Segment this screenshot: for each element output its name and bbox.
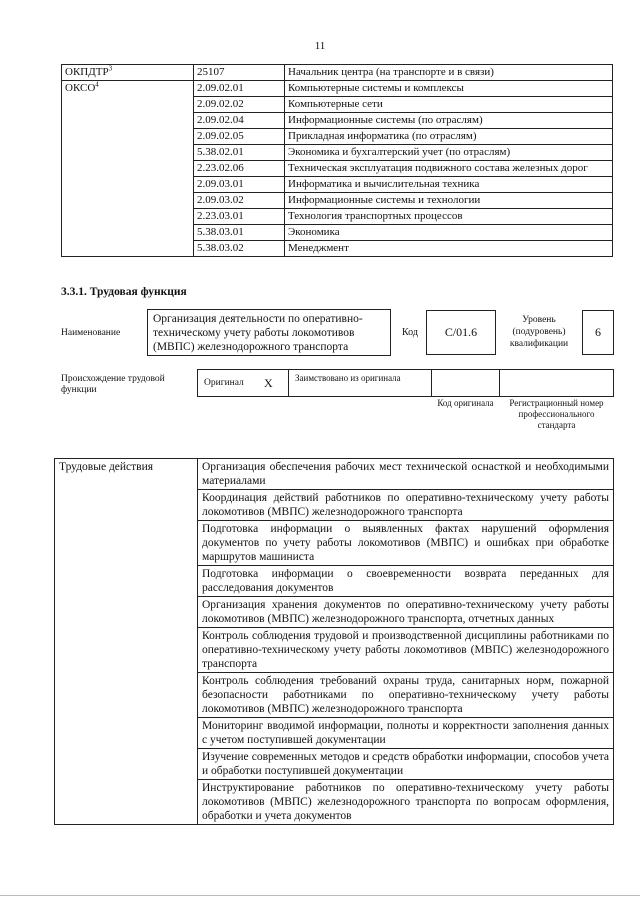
okpdtr-code: 25107 [194, 65, 285, 81]
okso-name: Компьютерные сети [285, 97, 613, 113]
labor-action-item: Организация обеспечения рабочих мест технической оснасткой и необходимыми материалами [198, 459, 614, 490]
okso-code: 2.23.03.01 [194, 209, 285, 225]
table-row [62, 81, 613, 97]
okpdtr-name: Начальник центра (на транспорте и в связи) [285, 65, 613, 81]
okso-code: 2.09.02.04 [194, 113, 285, 129]
labor-action-item: Контроль соблюдения требований охраны труда, санитарных норм, пожарной безопасности работниками по оперативно-техническому учету работы локомотивов (МВПС) железнодорожного транспорта [198, 673, 614, 718]
okso-code: 5.38.02.01 [194, 145, 285, 161]
okso-name: Прикладная информатика (по отраслям) [285, 129, 613, 145]
name-label: Наименование [61, 328, 121, 338]
labor-actions-table [54, 458, 614, 825]
okso-name: Информатика и вычислительная техника [285, 177, 613, 193]
okso-code: 2.09.03.01 [194, 177, 285, 193]
original-mark: X [264, 376, 273, 390]
level-label: Уровень (подуровень) квалификации [509, 315, 569, 349]
okpdtr-label: ОКПДТР$^3$ [62, 65, 194, 81]
function-code-box [426, 310, 496, 355]
labor-action-item: Инструктирование работников по оперативно-техническому учету работы локомотивов (МВПС) железнодорожного транспорта по вопросам оформления, обработки и учета документов [198, 780, 614, 825]
function-name-box [147, 309, 391, 356]
page-number: 11 [314, 40, 326, 52]
labor-action-item: Организация хранения документов по оперативно-техническому учету работы локомотивов (МВПС) железнодорожного транспорта, отчетных данных [198, 597, 614, 628]
okso-name: Техническая эксплуатация подвижного состава железных дорог [285, 161, 613, 177]
okso-name: Экономика и бухгалтерский учет (по отраслям) [285, 145, 613, 161]
reg-number-box [499, 369, 614, 397]
code-label: Код [402, 327, 418, 338]
code-original-label: Код оригинала [437, 398, 494, 408]
okso-code: 2.09.02.05 [194, 129, 285, 145]
labor-action-item: Контроль соблюдения трудовой и производственной дисциплины работниками по оперативно-техническому учету работы локомотивов (МВПС) железнодорожного транспорта [198, 628, 614, 673]
origin-label: Происхождение трудовой функции [61, 374, 165, 395]
borrowed-label: Заимствовано из оригинала [295, 373, 401, 383]
labor-action-item: Координация действий работников по оперативно-техническому учету работы локомотивов (МВПС) железнодорожного транспорта [198, 490, 614, 521]
section-heading: 3.3.1. Трудовая функция [61, 286, 187, 298]
classification-codes-table [61, 64, 613, 257]
okso-name: Технология транспортных процессов [285, 209, 613, 225]
origin-original-box [197, 369, 289, 397]
origin-borrowed-box [288, 369, 432, 397]
okso-code: 5.38.03.01 [194, 225, 285, 241]
labor-actions-label: Трудовые действия [55, 459, 198, 825]
labor-action-item: Подготовка информации о своевременности возврата переданных для расследования документов [198, 566, 614, 597]
scan-edge-line [0, 895, 640, 896]
reg-number-label: Регистрационный номер профессионального стандарта [509, 398, 604, 430]
labor-action-item: Изучение современных методов и средств обработки информации, способов учета и обработки поступившей документации [198, 749, 614, 780]
function-code-value: С/01.6 [444, 325, 478, 339]
okso-code: 2.09.02.02 [194, 97, 285, 113]
okso-code: 2.09.02.01 [194, 81, 285, 97]
table-row [62, 65, 613, 81]
table-row [55, 459, 614, 490]
okso-label: ОКСО$^4$ [62, 81, 194, 257]
okso-code: 5.38.03.02 [194, 241, 285, 257]
okso-name: Менеджмент [285, 241, 613, 257]
okso-name: Информационные системы и технологии [285, 193, 613, 209]
okso-name: Информационные системы (по отраслям) [285, 113, 613, 129]
code-original-box [431, 369, 500, 397]
okso-name: Экономика [285, 225, 613, 241]
level-box [582, 310, 614, 355]
original-label: Оригинал [204, 378, 244, 388]
okso-name: Компьютерные системы и комплексы [285, 81, 613, 97]
level-value: 6 [595, 325, 601, 339]
okso-code: 2.23.02.06 [194, 161, 285, 177]
labor-action-item: Мониторинг вводимой информации, полноты и корректности заполнения данных с учетом поступившей документации [198, 718, 614, 749]
function-name-value: Организация деятельности по оперативно-техническому учету работы локомотивов (МВПС) железнодорожного транспорта [153, 313, 363, 353]
labor-action-item: Подготовка информации о выявленных фактах нарушений оформления документов по учету работы локомотивов (МВПС) и ошибках при обработке маршрутов машиниста [198, 521, 614, 566]
okso-code: 2.09.03.02 [194, 193, 285, 209]
